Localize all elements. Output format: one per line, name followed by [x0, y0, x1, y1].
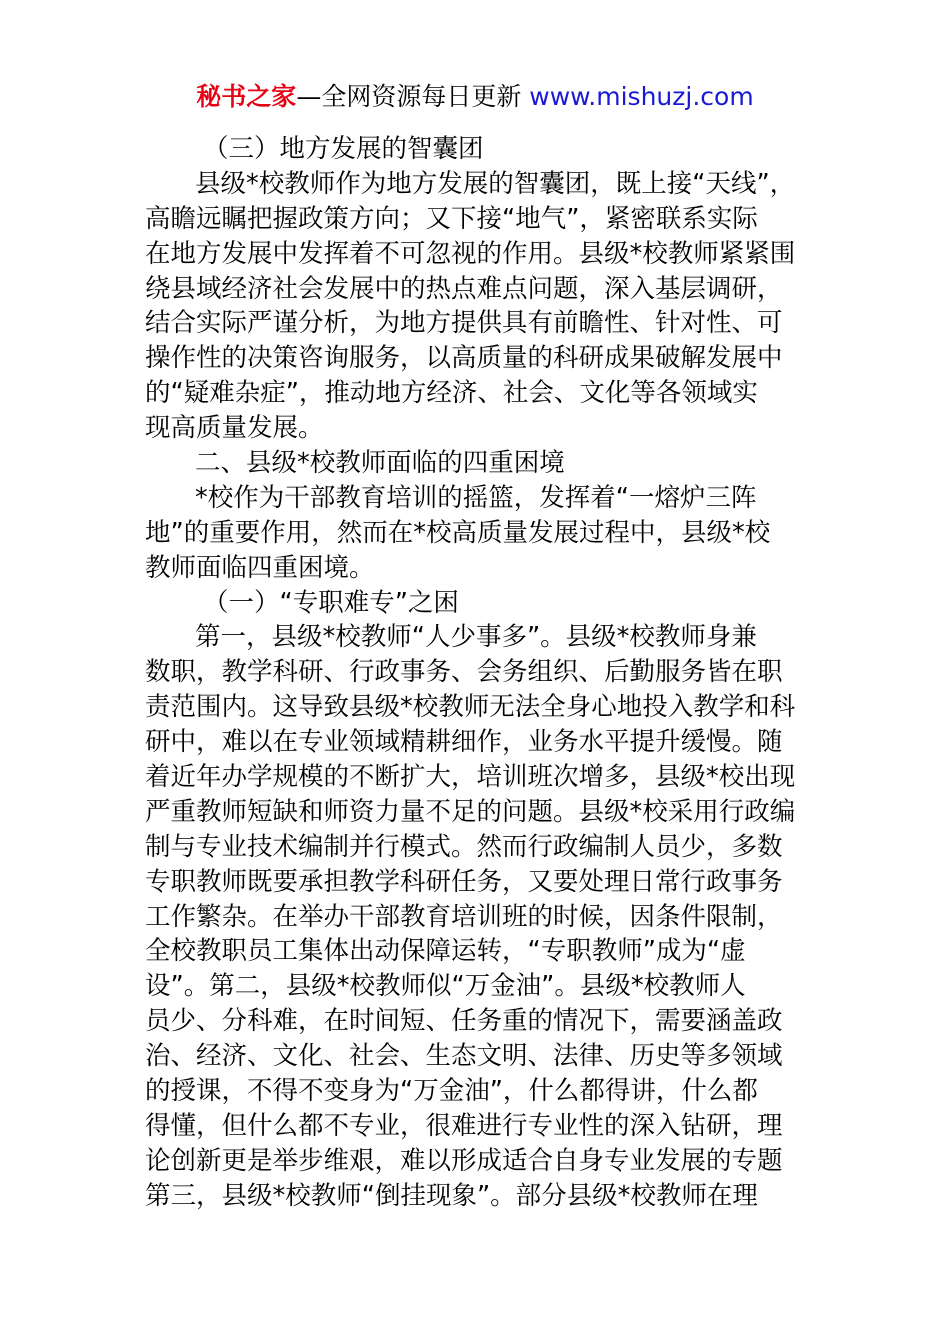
paragraph-line: 在地方发展中发挥着不可忽视的作用。县级*校教师紧紧围 — [145, 238, 796, 269]
paragraph-line: 研中，难以在专业领域精耕细作，业务水平提升缓慢。随 — [145, 727, 783, 758]
paragraph-line: 绕县域经济社会发展中的热点难点问题，深入基层调研， — [145, 273, 783, 304]
section-heading: （一）“专职难专”之困 — [203, 587, 459, 618]
paragraph-line: 操作性的决策咨询服务，以高质量的科研成果破解发展中 — [145, 343, 783, 374]
paragraph-line: 县级*校教师作为地方发展的智囊团，既上接“天线”， — [195, 168, 796, 199]
site-header — [0, 80, 950, 114]
paragraph-line: 全校教职员工集体出动保障运转，“专职教师”成为“虚 — [145, 936, 746, 967]
paragraph-line: 的“疑难杂症”，推动地方经济、社会、文化等各领域实 — [145, 378, 758, 409]
paragraph-line: 论创新更是举步维艰，难以形成适合自身专业发展的专题 — [145, 1145, 783, 1176]
site-url-link[interactable]: www.mishuzj.com — [529, 82, 754, 111]
paragraph-line: 地”的重要作用，然而在*校高质量发展过程中，县级*校 — [145, 517, 771, 548]
paragraph-line: 严重教师短缺和师资力量不足的问题。县级*校采用行政编 — [145, 796, 796, 827]
brand-name: 秘书之家 — [196, 82, 297, 111]
paragraph-line: 责范围内。这导致县级*校教师无法全身心地投入教学和科 — [145, 692, 796, 723]
paragraph-line: 制与专业技术编制并行模式。然而行政编制人员少，多数 — [145, 831, 783, 862]
paragraph-line: 员少、分科难，在时间短、任务重的情况下，需要涵盖政 — [145, 1006, 783, 1037]
paragraph-line: 工作繁杂。在举办干部教育培训班的时候，因条件限制， — [145, 901, 783, 932]
paragraph-line: 第一，县级*校教师“人少事多”。县级*校教师身兼 — [195, 622, 757, 653]
paragraph-line: 设”。第二，县级*校教师似“万金油”。县级*校教师人 — [145, 971, 746, 1002]
paragraph-line: 得懂，但什么都不专业，很难进行专业性的深入钻研，理 — [145, 1110, 783, 1141]
paragraph-line: 结合实际严谨分析，为地方提供具有前瞻性、针对性、可 — [145, 308, 783, 339]
document-body — [145, 132, 813, 1214]
section-heading: 二、县级*校教师面临的四重困境 — [195, 448, 565, 479]
header-tagline: —全网资源每日更新 — [296, 82, 530, 111]
paragraph-line: 第三，县级*校教师“倒挂现象”。部分县级*校教师在理 — [145, 1180, 758, 1211]
section-heading: （三）地方发展的智囊团 — [203, 134, 484, 164]
paragraph-line: 着近年办学规模的不断扩大，培训班次增多，县级*校出现 — [145, 762, 796, 793]
paragraph-line: 专职教师既要承担教学科研任务，又要处理日常行政事务 — [145, 866, 783, 897]
paragraph-line: *校作为干部教育培训的摇篮，发挥着“一熔炉三阵 — [195, 482, 757, 513]
paragraph-line: 治、经济、文化、社会、生态文明、法律、历史等多领域 — [145, 1041, 783, 1072]
paragraph-line: 教师面临四重困境。 — [145, 552, 375, 583]
paragraph-line: 数职，教学科研、行政事务、会务组织、后勤服务皆在职 — [145, 657, 783, 688]
paragraph-line: 的授课，不得不变身为“万金油”，什么都得讲，什么都 — [145, 1076, 758, 1107]
paragraph-line: 高瞻远瞩把握政策方向；又下接“地气”，紧密联系实际 — [145, 203, 758, 234]
paragraph-line: 现高质量发展。 — [145, 413, 324, 444]
